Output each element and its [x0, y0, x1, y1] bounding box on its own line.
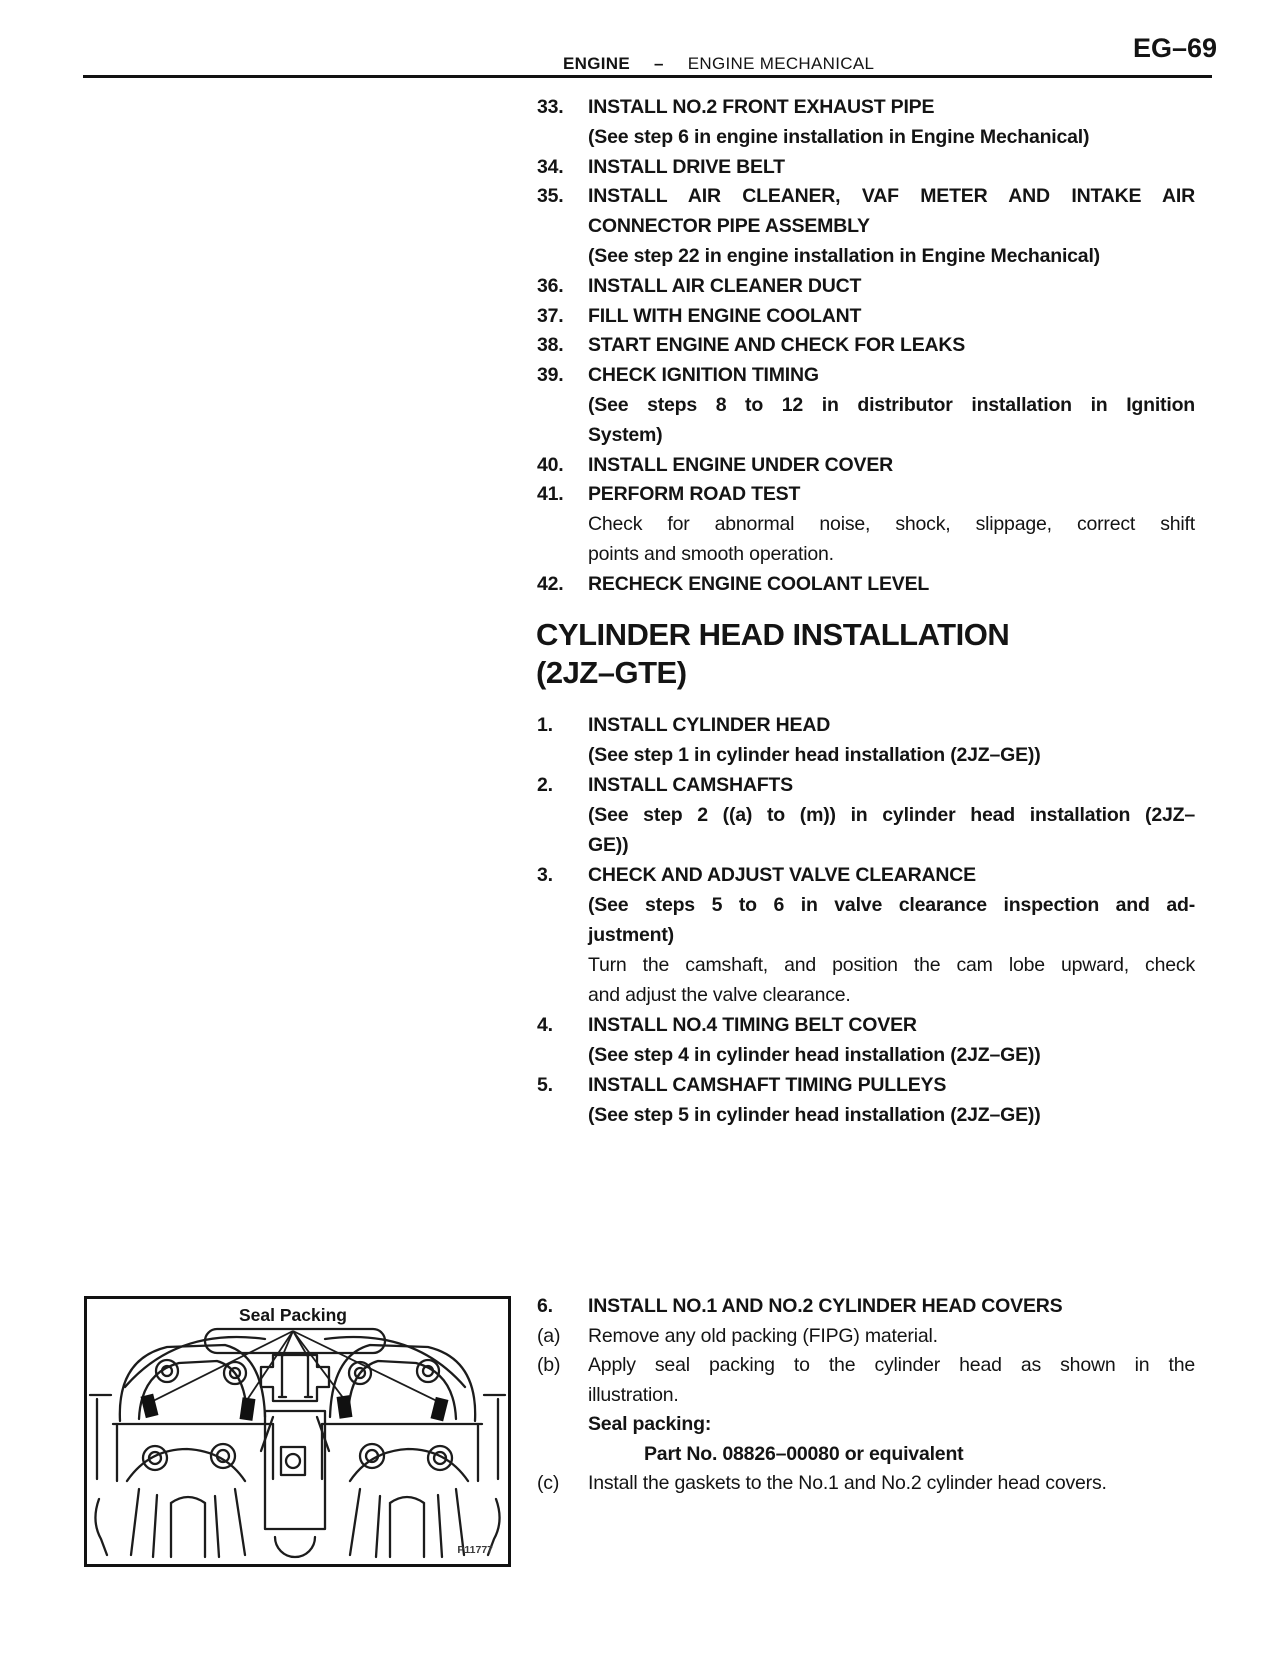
- step-number: (c): [537, 1472, 560, 1494]
- step-line: illustration.: [588, 1383, 679, 1406]
- step-number: 3.: [537, 864, 553, 886]
- step-item: [537, 182, 1195, 271]
- step-lines: [588, 272, 1195, 302]
- step-number: (a): [537, 1324, 561, 1347]
- step-lines: [588, 710, 1195, 770]
- step-number: 34.: [537, 155, 564, 178]
- step-line: FILL WITH ENGINE COOLANT: [588, 304, 862, 327]
- step-number: 33.: [537, 96, 564, 118]
- step-item: [537, 361, 1195, 450]
- step-line: points and smooth operation.: [588, 542, 834, 565]
- step-number: 1.: [537, 714, 553, 736]
- step-line: System): [588, 423, 663, 446]
- step-lines: [588, 451, 1195, 481]
- step-item: [537, 331, 1195, 361]
- center-tower: [261, 1355, 329, 1401]
- step-line: Check for abnormal noise, shock, slippage, correct shift: [588, 513, 1195, 536]
- step-lines: [588, 153, 1195, 183]
- step-number: 4.: [537, 1014, 553, 1036]
- step-line: (See step 22 in engine installation in Engine Mechanical): [588, 244, 1100, 267]
- step-lines: [588, 331, 1195, 361]
- step-line: INSTALL NO.4 TIMING BELT COVER: [588, 1014, 917, 1036]
- step-lines: [588, 570, 1195, 600]
- step-item: [537, 93, 1195, 153]
- step-line: Apply seal packing to the cylinder head as shown in the: [588, 1354, 1195, 1376]
- step-lines: [588, 480, 1195, 569]
- step-lines: [588, 1351, 1195, 1469]
- engine-illustration: [87, 1299, 508, 1564]
- section-title-line2: (2JZ–GTE): [536, 655, 687, 690]
- seal-packing-pads: [141, 1394, 449, 1422]
- step-lines: [588, 1322, 1195, 1352]
- step-lines: [588, 1292, 1195, 1322]
- bolt: [143, 1446, 167, 1470]
- header-section: ENGINE: [563, 54, 630, 73]
- step-line: RECHECK ENGINE COOLANT LEVEL: [588, 572, 930, 595]
- step-item: [537, 770, 1195, 860]
- step-number: 36.: [537, 274, 564, 297]
- center-studs: [279, 1355, 312, 1397]
- seal-packing-pad: [141, 1394, 159, 1418]
- step-item: [537, 1010, 1195, 1070]
- step-item: [537, 570, 1195, 600]
- step-line: CHECK AND ADJUST VALVE CLEARANCE: [588, 864, 976, 886]
- step-line: INSTALL CAMSHAFT TIMING PULLEYS: [588, 1074, 947, 1096]
- step-number: 42.: [537, 572, 564, 595]
- step-number: 35.: [537, 185, 564, 208]
- step-line: CHECK IGNITION TIMING: [588, 364, 819, 387]
- section-title: [536, 616, 1009, 692]
- seal-packing-pad: [431, 1397, 449, 1421]
- step-lines: [588, 860, 1195, 1010]
- step-lines: [588, 1469, 1195, 1499]
- step-line: PERFORM ROAD TEST: [588, 483, 801, 506]
- step-item: [537, 480, 1195, 569]
- right-cap-outer-arch: [330, 1345, 475, 1421]
- step-line: START ENGINE AND CHECK FOR LEAKS: [588, 334, 966, 357]
- step-line: (See step 5 in cylinder head installation (2JZ–GE)): [588, 1104, 1041, 1126]
- step-lines: [588, 361, 1195, 450]
- bolt: [428, 1446, 452, 1470]
- step-line: INSTALL CAMSHAFTS: [588, 774, 793, 796]
- step-line: Seal packing:: [588, 1413, 712, 1435]
- step-line: justment): [588, 924, 674, 946]
- step-line: (See step 6 in engine installation in Engine Mechanical): [588, 125, 1090, 148]
- step-number: 2.: [537, 774, 553, 796]
- step-line: Turn the camshaft, and position the cam lobe upward, check: [588, 954, 1195, 976]
- step-line: INSTALL AIR CLEANER, VAF METER AND INTAKE AIR: [588, 185, 1195, 208]
- step-lines: [588, 302, 1195, 332]
- steps-1-5-list: [537, 710, 1195, 1130]
- step-item: [537, 272, 1195, 302]
- step-line: INSTALL NO.2 FRONT EXHAUST PIPE: [588, 96, 935, 118]
- step-line: Remove any old packing (FIPG) material.: [588, 1324, 938, 1347]
- step-number: 40.: [537, 453, 564, 476]
- header-subsection: ENGINE MECHANICAL: [687, 54, 875, 73]
- step-line: (See step 1 in cylinder head installation (2JZ–GE)): [588, 744, 1041, 766]
- step-line: INSTALL CYLINDER HEAD: [588, 714, 831, 736]
- step-line: INSTALL NO.1 AND NO.2 CYLINDER HEAD COVERS: [588, 1295, 1063, 1317]
- step-item: [537, 451, 1195, 481]
- step-number: 38.: [537, 334, 564, 357]
- header-rule: [83, 75, 1212, 78]
- step-item: [537, 1351, 1195, 1469]
- step-item: [537, 1070, 1195, 1130]
- step-line: INSTALL DRIVE BELT: [588, 155, 785, 178]
- step-line: CONNECTOR PIPE ASSEMBLY: [588, 215, 870, 238]
- step-item: [537, 1292, 1195, 1322]
- step-number: 6.: [537, 1295, 553, 1317]
- step-lines: [588, 1070, 1195, 1130]
- step-line: Part No. 08826–00080 or equivalent: [644, 1442, 964, 1465]
- step-number: 41.: [537, 483, 564, 506]
- step-item: [537, 153, 1195, 183]
- step-lines: [588, 1010, 1195, 1070]
- step-number: 5.: [537, 1074, 553, 1096]
- step-line: (See steps 5 to 6 in valve clearance inspection and ad-: [588, 894, 1195, 916]
- header-separator: –: [653, 54, 664, 73]
- step-lines: [588, 182, 1195, 271]
- seal-packing-figure: [84, 1296, 511, 1567]
- step-line: (See steps 8 to 12 in distributor installation in Ignition: [588, 393, 1195, 416]
- steps-33-42-list: [537, 93, 1195, 600]
- step-line: (See step 2 ((a) to (m)) in cylinder head installation (2JZ–: [588, 804, 1195, 826]
- step-line: INSTALL ENGINE UNDER COVER: [588, 453, 894, 476]
- step-item: [537, 1322, 1195, 1352]
- step-line: Install the gaskets to the No.1 and No.2 cylinder head covers.: [588, 1472, 1107, 1494]
- figure-code: P11777: [457, 1544, 493, 1556]
- step-line: (See step 4 in cylinder head installation (2JZ–GE)): [588, 1044, 1041, 1066]
- step-item: [537, 710, 1195, 770]
- step-lines: [588, 93, 1195, 153]
- running-header: [563, 54, 874, 74]
- step-item: [537, 1469, 1195, 1499]
- step-item: [537, 860, 1195, 1010]
- step-number: 37.: [537, 304, 564, 327]
- step-line: INSTALL AIR CLEANER DUCT: [588, 274, 862, 297]
- step-lines: [588, 770, 1195, 860]
- seal-packing-pad: [240, 1397, 256, 1421]
- section-title-line1: CYLINDER HEAD INSTALLATION: [536, 617, 1010, 652]
- step-line: and adjust the valve clearance.: [588, 984, 851, 1006]
- center-u-arc: [275, 1537, 315, 1557]
- step-item: [537, 302, 1195, 332]
- step-number: 39.: [537, 364, 564, 387]
- step-number: (b): [537, 1354, 561, 1376]
- seal-packing-label: Seal Packing: [239, 1305, 347, 1325]
- step-6-block: [537, 1292, 1195, 1499]
- page-number: EG–69: [1132, 33, 1217, 63]
- step-line: GE)): [588, 834, 629, 856]
